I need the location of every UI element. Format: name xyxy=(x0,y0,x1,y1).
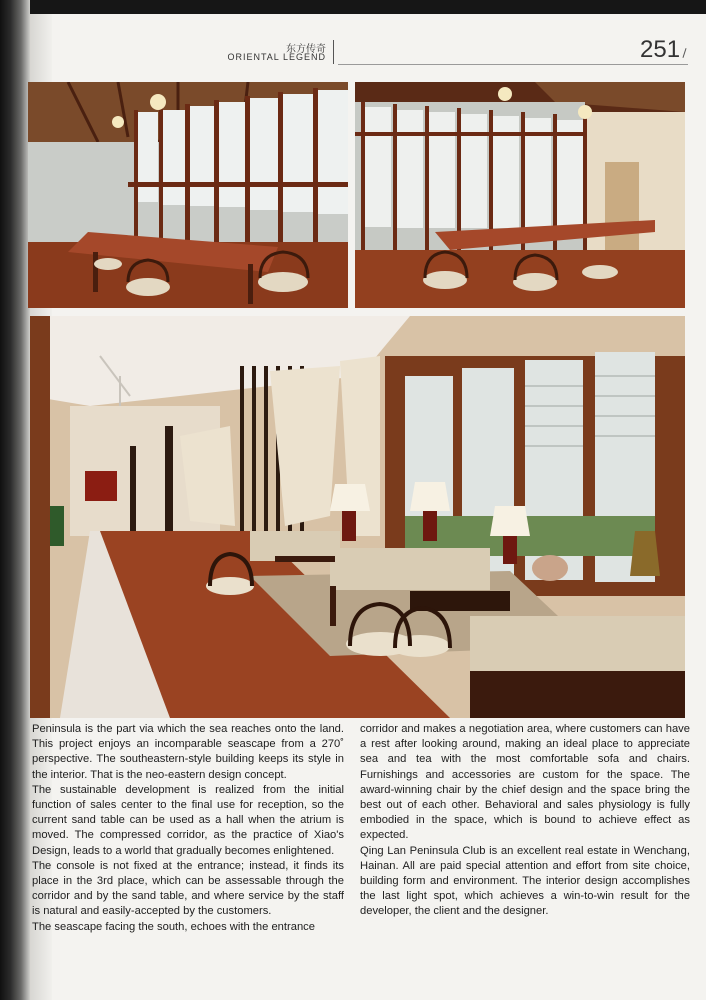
photo-lounge-corridor xyxy=(30,316,685,718)
book-spine-shadow xyxy=(0,0,30,1000)
photo-dining-hall-left xyxy=(28,82,348,308)
running-header-chinese: 东方传奇 xyxy=(286,44,326,55)
photo-dining-hall-right xyxy=(355,82,685,308)
paragraph: The sustainable development is realized from the initial function of sales center to the final use for reception, so the current sand table can be used as a hall when the atrium is moved. The compressed corridor, as the practice of Xiao's Design, leads to a world that gradually becomes enlightened. xyxy=(32,783,344,857)
paragraph: Qing Lan Peninsula Club is an excellent real estate in Wenchang, Hainan. All are paid special attention and effort from site choice, building form and environment. The interior design accomplishes the last light spot, which achieves a win-to-win result for the developer, the client and the designer. xyxy=(360,844,690,918)
paragraph: corridor and makes a negotiation area, where customers can have a rest after looking around, making an ideal place to appreciate sea and tea with the most comfortable sofa and chairs. Furnishings and accessories are custom for the space. The award-winning chair by the chief design and the space bring the best out of each other. Behavioral and sales physiology is fully embodied in the space, which is bound to achieve effect as expected. xyxy=(360,723,690,842)
body-text-right-column xyxy=(360,722,690,920)
paragraph: Peninsula is the part via which the sea reaches onto the land. This project enjoys an incomparable seascape from a 270˚ perspective. The southeastern-style building keeps its style in the interior. That is the neo-eastern design concept. xyxy=(32,723,344,781)
page-number: 251 xyxy=(640,36,681,63)
header-rule xyxy=(338,64,688,65)
body-text-left-column xyxy=(32,722,344,935)
paragraph: The seascape facing the south, echoes with the entrance xyxy=(32,920,315,933)
header-separator xyxy=(333,40,334,64)
running-header-english: ORIENTAL LEGEND xyxy=(227,52,326,62)
paragraph: The console is not fixed at the entrance; instead, it finds its place in the 3rd place, which can be assessable through the corridor and by the sand table, and where service by the staff is natural and easily-accepted by the customers. xyxy=(32,859,344,918)
page-top-edge xyxy=(0,0,706,14)
page-number-mark xyxy=(682,48,686,58)
